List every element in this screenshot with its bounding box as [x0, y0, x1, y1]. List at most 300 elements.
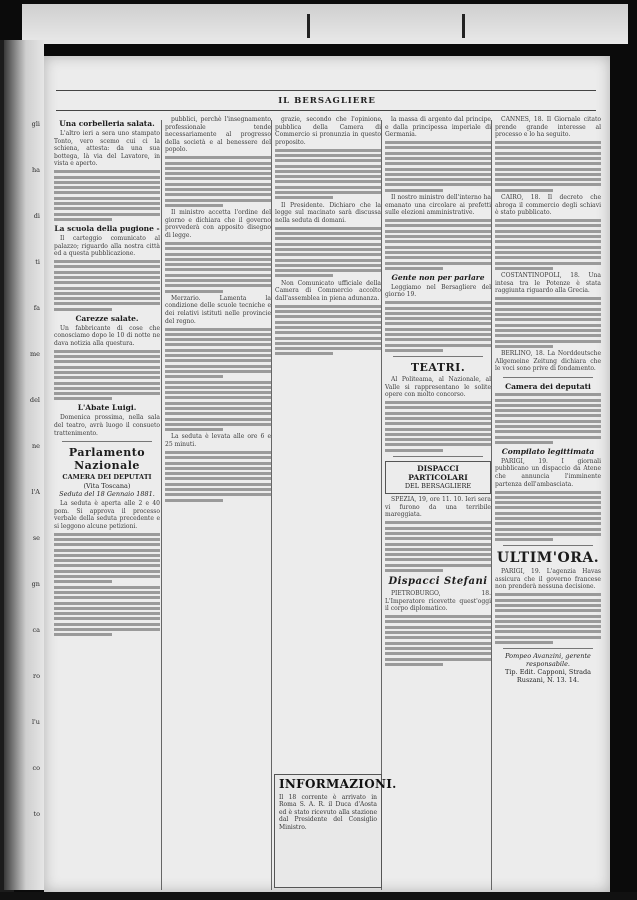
- article-text: [165, 242, 271, 293]
- column-rule: [271, 120, 272, 890]
- text-line: [385, 422, 491, 425]
- text-line: [165, 418, 271, 421]
- text-line: [495, 235, 601, 238]
- text-line: [54, 586, 160, 589]
- text-line: [495, 308, 601, 311]
- text-line: [54, 302, 160, 305]
- teatri-heading: TEATRI.: [410, 360, 466, 374]
- text-line: [385, 647, 491, 650]
- text-line: [275, 310, 381, 313]
- article-text: La seduta è levata alle ore 6 e 25 minuti.: [165, 433, 271, 449]
- text-line: [495, 399, 601, 402]
- section-divider: [503, 545, 593, 546]
- text-line: [495, 506, 601, 509]
- text-line: [275, 180, 381, 183]
- article-text: [54, 350, 160, 401]
- text-line: [495, 329, 601, 332]
- text-line: [495, 152, 601, 155]
- text-line: [385, 636, 491, 639]
- article-text: [165, 156, 271, 207]
- header-rule-top: [56, 90, 596, 91]
- text-line: [385, 333, 491, 336]
- text-line: [495, 178, 601, 181]
- text-line: [385, 626, 491, 629]
- text-line: [495, 604, 601, 607]
- session-date: Seduta del 18 Gennaio 1881.: [59, 490, 155, 499]
- text-line: [165, 343, 271, 346]
- article-text: [54, 170, 160, 221]
- text-line: [275, 159, 381, 162]
- article-heading: Camera dei deputati: [505, 381, 591, 391]
- article-text: PIETROBURGO, 18. L'Imperatore ricevette quest'oggi il corpo diplomatico.: [385, 590, 491, 613]
- header-rule-bottom: [56, 110, 596, 111]
- text-line: [54, 355, 160, 358]
- text-line: [495, 297, 601, 300]
- stefani-heading: Dispacci Stefani: [388, 576, 488, 588]
- text-line: [385, 401, 491, 404]
- text-line: [495, 404, 601, 407]
- text-line: [385, 251, 491, 254]
- fragment-word: ca: [32, 626, 40, 634]
- article-text: Il ministro accetta l'ordine del giorno e dichiara che il governo provvederà con apposito disegno di legge.: [165, 209, 271, 240]
- text-line: [495, 324, 601, 327]
- text-line: [165, 253, 271, 256]
- text-line: [275, 274, 333, 277]
- text-line: [275, 253, 381, 256]
- text-line: [495, 641, 553, 644]
- text-line: [495, 609, 601, 612]
- text-line: [165, 499, 223, 502]
- text-line: [385, 183, 491, 186]
- text-line: [385, 527, 491, 530]
- text-line: [165, 199, 271, 202]
- tipografia-line: Tip. Edit. Capponi, Strada Ruszani, N. 13. 14.: [504, 668, 591, 684]
- text-line: [385, 256, 491, 259]
- text-line: [385, 168, 491, 171]
- article-text: [495, 393, 601, 444]
- masthead: IL BERSAGLIERE: [278, 96, 376, 106]
- text-line: [165, 365, 271, 368]
- text-line: [495, 538, 553, 541]
- text-line: [385, 620, 491, 623]
- text-line: [495, 345, 553, 348]
- text-line: [495, 146, 601, 149]
- article-text: L'altro ieri a sera uno stampato Tonto, vero scemo cui ci la schiena, attesta: da una sua bottega, là via del Lavatore, in vista e aperto.: [54, 130, 160, 168]
- text-line: [54, 607, 160, 610]
- article-text: PARIGI, 19. I giornali pubblicano un dispaccio da Atene che annuncia l'imminente partenza dell'ambasciata.: [495, 457, 601, 488]
- text-line: [385, 537, 491, 540]
- text-line: [495, 262, 601, 265]
- text-line: [54, 197, 160, 200]
- text-line: [165, 451, 271, 454]
- text-line: [54, 543, 160, 546]
- text-line: [495, 302, 601, 305]
- text-line: [54, 382, 160, 385]
- text-line: [495, 162, 601, 165]
- text-line: [495, 313, 601, 316]
- text-line: [385, 322, 491, 325]
- text-line: [385, 317, 491, 320]
- text-line: [495, 414, 601, 417]
- text-line: [165, 493, 271, 496]
- text-line: [495, 430, 601, 433]
- text-line: [275, 264, 381, 267]
- fragment-word: gn: [31, 580, 40, 588]
- text-line: [385, 230, 491, 233]
- text-line: [54, 538, 160, 541]
- fragment-word: fa: [33, 304, 40, 312]
- text-line: [275, 196, 333, 199]
- text-line: [385, 162, 491, 165]
- text-line: [275, 259, 381, 262]
- text-line: [275, 243, 381, 246]
- text-line: [385, 564, 491, 567]
- text-line: [165, 370, 271, 373]
- fold-mark: [462, 14, 465, 38]
- text-line: [54, 554, 160, 557]
- section-divider: [62, 441, 152, 442]
- text-line: [495, 630, 601, 633]
- fragment-word: to: [33, 810, 40, 818]
- text-line: [165, 172, 271, 175]
- article-text: la massa di argento dal principe e dalla principessa imperiale di Germania.: [385, 116, 491, 139]
- ultimora-heading: ULTIM'ORA.: [496, 550, 600, 567]
- article-text: [385, 401, 491, 452]
- text-line: [495, 425, 601, 428]
- text-line: [495, 420, 601, 423]
- article-text: [54, 586, 160, 637]
- text-line: [385, 663, 443, 666]
- column-3: [275, 116, 381, 776]
- gerente-line: Pompeo Avanzini, gerente responsabile.: [505, 651, 591, 668]
- text-line: [54, 297, 160, 300]
- text-line: [275, 227, 381, 230]
- article-text: Il Presidente. Dichiaro che la legge sul macinato sarà discussa nella seduta di domani.: [275, 201, 381, 224]
- text-line: [385, 412, 491, 415]
- text-line: [165, 402, 271, 405]
- text-line: [54, 207, 160, 210]
- article-heading: Gente non per parlare: [391, 272, 485, 282]
- dispacci-subheading: DEL BERSAGLIERE: [404, 481, 472, 490]
- text-line: [165, 359, 271, 362]
- text-line: [54, 612, 160, 615]
- text-line: [385, 246, 491, 249]
- text-line: [495, 533, 601, 536]
- text-line: [495, 636, 601, 639]
- text-line: [165, 428, 223, 431]
- text-line: [165, 183, 271, 186]
- text-line: [385, 642, 491, 645]
- column-rule: [161, 120, 162, 890]
- article-heading: Carezze salate.: [75, 313, 139, 323]
- article-text: grazie, secondo che l'opinione pubblica della Camera di Commercio si pronunzia in questo proposito.: [275, 116, 381, 146]
- text-line: [275, 175, 381, 178]
- article-text: [54, 260, 160, 311]
- text-line: [385, 301, 491, 304]
- text-line: [54, 186, 160, 189]
- text-line: [165, 162, 271, 165]
- informazioni-heading: INFORMAZIONI.: [279, 777, 397, 791]
- article-text: COSTANTINOPOLI, 18. Una intesa tra le Potenze è stata raggiunta riguardo alla Grecia.: [495, 272, 601, 295]
- fragment-word: ha: [31, 166, 40, 174]
- text-line: [495, 441, 553, 444]
- text-line: [54, 591, 160, 594]
- text-line: [495, 168, 601, 171]
- text-line: [495, 599, 601, 602]
- text-line: [385, 189, 443, 192]
- fragment-word: me: [29, 350, 40, 358]
- text-line: [275, 326, 381, 329]
- fragment-word: gli: [31, 120, 40, 128]
- text-line: [54, 575, 160, 578]
- article-heading: L'Abate Luigi.: [77, 403, 137, 413]
- text-line: [54, 387, 160, 390]
- text-line: [275, 191, 381, 194]
- text-line: [54, 596, 160, 599]
- text-line: [275, 232, 381, 235]
- text-line: [165, 290, 223, 293]
- text-line: [385, 433, 491, 436]
- text-line: [495, 620, 601, 623]
- article-text: Un fabbricante di cose che conosciamo dopo le 10 di notte ne dava notizia alla questura.: [54, 324, 160, 347]
- text-line: [165, 156, 271, 159]
- article-heading: Una corbelleria salata.: [59, 119, 155, 128]
- section-subheading: CAMERA DEI DEPUTATI: [62, 473, 152, 482]
- text-line: [275, 315, 381, 318]
- text-line: [54, 271, 160, 274]
- text-line: [165, 396, 271, 399]
- text-line: [495, 512, 601, 515]
- text-line: [165, 333, 271, 336]
- text-line: [385, 344, 491, 347]
- text-line: [275, 352, 333, 355]
- text-line: [495, 318, 601, 321]
- text-line: [385, 141, 491, 144]
- text-line: [54, 623, 160, 626]
- text-line: [385, 307, 491, 310]
- text-line: [275, 342, 381, 345]
- text-line: [385, 328, 491, 331]
- text-line: [165, 328, 271, 331]
- article-text: [165, 451, 271, 502]
- article-text: Merzario. Lamenta la condizione delle scuole tecniche e dei relativi istituti nelle provincie del regno.: [165, 294, 271, 325]
- text-line: [495, 615, 601, 618]
- text-line: [165, 462, 271, 465]
- text-line: [495, 219, 601, 222]
- section-subheading: (Vita Toscana): [83, 481, 131, 490]
- fragment-word: co: [32, 764, 40, 772]
- text-line: [54, 397, 112, 400]
- text-line: [165, 412, 271, 415]
- text-line: [495, 141, 601, 144]
- text-line: [54, 366, 160, 369]
- article-text: [495, 141, 601, 192]
- text-line: [54, 265, 160, 268]
- text-line: [385, 173, 491, 176]
- text-line: [54, 281, 160, 284]
- article-text: [495, 491, 601, 542]
- text-line: [495, 436, 601, 439]
- text-line: [495, 173, 601, 176]
- text-line: [54, 350, 160, 353]
- text-line: [495, 517, 601, 520]
- column-2: [165, 116, 271, 886]
- text-line: [54, 564, 160, 567]
- text-line: [385, 417, 491, 420]
- column-5: [495, 116, 601, 886]
- fragment-word: l'u: [31, 718, 40, 726]
- text-line: [54, 202, 160, 205]
- text-line: [495, 251, 601, 254]
- text-line: [495, 334, 601, 337]
- text-line: [54, 213, 160, 216]
- text-line: [495, 409, 601, 412]
- text-line: [385, 658, 491, 661]
- article-text: [495, 297, 601, 348]
- text-line: [495, 522, 601, 525]
- text-line: [165, 386, 271, 389]
- article-text: [275, 305, 381, 356]
- text-line: [385, 406, 491, 409]
- text-line: [385, 224, 491, 227]
- text-line: [165, 188, 271, 191]
- text-line: [54, 276, 160, 279]
- article-text: CAIRO, 18. Il decreto che abroga il commercio degli schiavi è stato pubblicato.: [495, 194, 601, 217]
- section-divider: [503, 648, 593, 649]
- text-line: [165, 354, 271, 357]
- article-text: [54, 533, 160, 584]
- text-line: [275, 154, 381, 157]
- fragment-word: del: [29, 396, 40, 404]
- text-line: [54, 580, 112, 583]
- text-line: [165, 242, 271, 245]
- article-text: pubblici, perchè l'insegnamento professionale tende necessariamente al progresso della società e al benessere del popolo.: [165, 116, 271, 154]
- column-1: [54, 116, 160, 886]
- text-line: [495, 256, 601, 259]
- text-line: [385, 240, 491, 243]
- text-line: [275, 305, 381, 308]
- section-divider: [503, 377, 593, 378]
- text-line: [165, 467, 271, 470]
- text-line: [275, 331, 381, 334]
- text-line: [495, 625, 601, 628]
- text-line: [495, 491, 601, 494]
- article-heading: La scuola della pugione -: [54, 223, 160, 233]
- text-line: [54, 602, 160, 605]
- text-line: [495, 496, 601, 499]
- article-text: [495, 219, 601, 270]
- text-line: [165, 423, 271, 426]
- text-line: [385, 262, 491, 265]
- section-heading: Parlamento Nazionale: [68, 446, 146, 473]
- text-line: [385, 235, 491, 238]
- text-line: [54, 371, 160, 374]
- text-line: [495, 240, 601, 243]
- text-line: [385, 157, 491, 160]
- text-line: [54, 570, 160, 573]
- article-text: CANNES, 18. Il Giornale citato prende grande interesse al processo e lo ha seguito.: [495, 116, 601, 139]
- article-text: Il carteggio comunicato al palazzo; riguardo alla nostra città ed a questa pubblicazione.: [54, 234, 160, 258]
- text-line: [54, 170, 160, 173]
- fragment-word: ro: [32, 672, 40, 680]
- article-text: [495, 593, 601, 644]
- article-text: Leggiamo nel Bersagliere del giorno 19.: [385, 283, 491, 299]
- text-line: [54, 292, 160, 295]
- text-line: [165, 258, 271, 261]
- text-line: [165, 407, 271, 410]
- article-text: BERLINO, 18. La Norddeutsche Allgemeine Zeitung dichiara che le voci sono prive di fondamento.: [495, 350, 601, 373]
- text-line: [54, 176, 160, 179]
- text-line: [165, 483, 271, 486]
- newspaper-page: [44, 56, 610, 892]
- article-text: Il nostro ministro dell'interno ha emanato una circolare ai prefetti sulle elezioni amministrative.: [385, 194, 491, 217]
- text-line: [275, 337, 381, 340]
- text-line: [385, 569, 443, 572]
- article-text: [385, 219, 491, 270]
- article-text: [165, 381, 271, 432]
- text-line: [385, 532, 491, 535]
- text-line: [275, 347, 381, 350]
- fragment-word: se: [32, 534, 40, 542]
- text-line: [385, 548, 491, 551]
- fragment-word: l'A: [31, 488, 40, 496]
- text-line: [385, 152, 491, 155]
- text-line: [495, 393, 601, 396]
- article-text: PARIGI, 19. L'agenzia Havas assicura che il governo francese non prenderà nessuna decisione.: [495, 568, 601, 591]
- scan-edge-bottom: [0, 892, 637, 900]
- text-line: [495, 157, 601, 160]
- text-line: [165, 477, 271, 480]
- text-line: [385, 449, 443, 452]
- fold-mark: [307, 14, 310, 38]
- text-line: [385, 219, 491, 222]
- text-line: [275, 248, 381, 251]
- text-line: [54, 628, 160, 631]
- section-divider: [393, 356, 483, 357]
- text-line: [165, 338, 271, 341]
- text-line: [275, 170, 381, 173]
- adjacent-page-fragment: [4, 40, 44, 890]
- text-line: [385, 521, 491, 524]
- article-heading: Compilato legittimata: [501, 446, 595, 456]
- text-line: [54, 260, 160, 263]
- text-line: [165, 456, 271, 459]
- text-line: [165, 349, 271, 352]
- text-line: [385, 558, 491, 561]
- fragment-word: di: [33, 212, 40, 220]
- text-line: [54, 392, 160, 395]
- section-divider: [393, 456, 483, 457]
- text-line: [165, 167, 271, 170]
- article-text: SPEZIA, 19, ore 11. 10. Ieri sera vi furono da una terribile mareggiata.: [385, 496, 491, 519]
- text-line: [385, 146, 491, 149]
- article-text: [385, 301, 491, 352]
- text-line: [165, 204, 223, 207]
- text-line: [385, 652, 491, 655]
- text-line: [54, 633, 112, 636]
- text-line: [165, 472, 271, 475]
- text-line: [165, 263, 271, 266]
- text-line: [385, 428, 491, 431]
- text-line: [495, 230, 601, 233]
- text-line: [54, 376, 160, 379]
- text-line: [165, 488, 271, 491]
- text-line: [385, 553, 491, 556]
- article-text: [275, 227, 381, 278]
- text-line: [165, 177, 271, 180]
- text-line: [165, 381, 271, 384]
- text-line: [385, 267, 443, 270]
